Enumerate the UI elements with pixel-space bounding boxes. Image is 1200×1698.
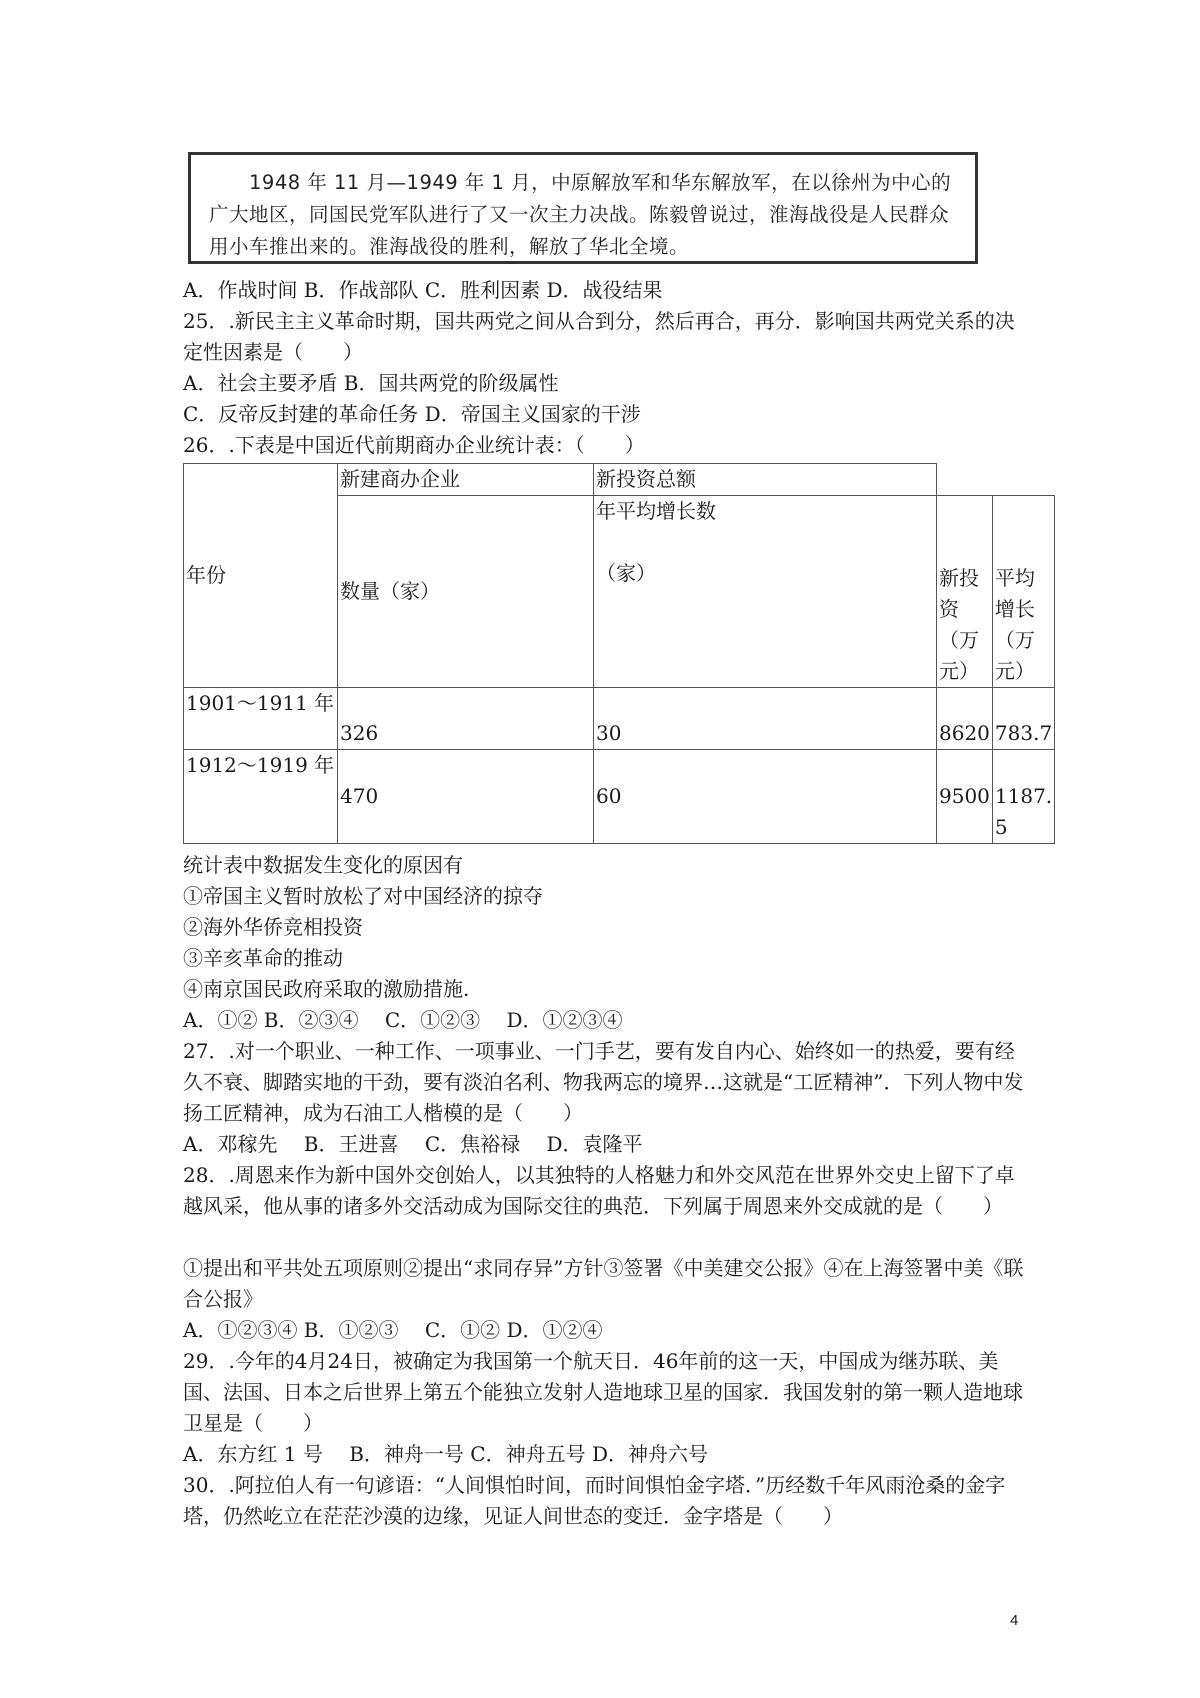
table-header-count: 数量（家）: [338, 496, 594, 688]
row-count: 326: [338, 688, 594, 750]
row-growth: 30: [594, 688, 937, 750]
table-row: [184, 750, 1055, 844]
q28-options: A．①②③④ B．①②③ C．①② D．①②④: [183, 1318, 603, 1342]
row-count: 470: [338, 750, 594, 844]
row-year: 1901～1911 年: [184, 688, 338, 750]
q25-options-1: A．社会主要矛盾 B．国共两党的阶级属性: [183, 371, 559, 395]
q25-options-2: C．反帝反封建的革命任务 D．帝国主义国家的干涉: [183, 402, 641, 426]
growth-header-line2: （家）: [596, 561, 656, 585]
row-invest: 9500: [937, 750, 993, 844]
row-avg: 1187.5: [992, 750, 1054, 844]
table-header-blank: [937, 464, 1055, 496]
q26-options: A．①② B．②③④ C．①②③ D．①②③④: [183, 1008, 623, 1032]
table-header-growth: [594, 496, 937, 688]
q27-stem: 27．.对一个职业、一种工作、一项事业、一门手艺，要有发自内心、始终如一的热爱，要有经久不衰、脚踏实地的干劲，要有淡泊名利、物我两忘的境界…这就是“工匠精神”．下列人物中发扬工匠精神，成为石油工人楷模的是（ ）: [183, 1039, 1024, 1125]
q28-items: ①提出和平共处五项原则②提出“求同存异”方针③签署《中美建交公报》④在上海签署中美《联合公报》: [183, 1256, 1024, 1311]
q26-stem: 26．.下表是中国近代前期商办企业统计表：（ ）: [183, 433, 645, 457]
q25-stem: 25．.新民主主义革命时期，国共两党之间从合到分，然后再合，再分．影响国共两党关系的决定性因素是（ ）: [183, 309, 1015, 364]
row-invest: 8620: [937, 688, 993, 750]
q26-item-4: ④南京国民政府采取的激励措施.: [183, 977, 470, 1001]
page-number: 4: [1010, 1612, 1019, 1629]
row-avg: 783.7: [992, 688, 1054, 750]
q26-item-2: ②海外华侨竞相投资: [183, 915, 363, 939]
table-row: [184, 688, 1055, 750]
q26-item-3: ③辛亥革命的推动: [183, 946, 343, 970]
enterprise-stats-table: [183, 463, 1055, 844]
q29-stem: 29．.今年的4月24日，被确定为我国第一个航天日．46年前的这一天，中国成为继苏联、美 国、法国、日本之后世界上第五个能独立发射人造地球卫星的国家．我国发射的第一颗人造地球卫星是（ ）: [183, 1349, 1023, 1435]
table-header-invest: 新投资（万元）: [937, 496, 993, 688]
q27-options: A．邓稼先 B．王进喜 C．焦裕禄 D．袁隆平: [183, 1132, 643, 1156]
q26-item-1: ①帝国主义暂时放松了对中国经济的掠夺: [183, 884, 543, 908]
table-header-year: 年份: [184, 464, 338, 688]
table-header-avg: 平均增长（万元）: [992, 496, 1054, 688]
quote-box: [188, 152, 978, 264]
q30-stem: 30．.阿拉伯人有一句谚语：“人间惧怕时间，而时间惧怕金字塔．”历经数千年风雨沧桑的金字塔，仍然屹立在茫茫沙漠的边缘，见证人间世态的变迁．金字塔是（ ）: [183, 1473, 1006, 1528]
q29-options: A．东方红 1 号 B．神舟一号 C．神舟五号 D．神舟六号: [183, 1442, 708, 1466]
table-header-new-investment: 新投资总额: [594, 464, 937, 496]
table-header-new-enterprise: 新建商办企业: [338, 464, 594, 496]
growth-header-line1: 年平均增长数: [596, 499, 716, 523]
row-growth: 60: [594, 750, 937, 844]
row-year: 1912～1919 年: [184, 750, 338, 844]
q24-options: A．作战时间 B．作战部队 C．胜利因素 D．战役结果: [183, 278, 663, 302]
q26-follow: 统计表中数据发生变化的原因有: [183, 853, 463, 877]
q28-stem: 28．.周恩来作为新中国外交创始人，以其独特的人格魅力和外交风范在世界外交史上留下了卓越风采，他从事的诸多外交活动成为国际交往的典范．下列属于周恩来外交成就的是（ ）: [183, 1163, 1015, 1218]
quote-text: 1948 年 11 月—1949 年 1 月，中原解放军和华东解放军，在以徐州为中心的广大地区，同国民党军队进行了又一次主力决战。陈毅曾说过，淮海战役是人民群众用小车推出来的。淮海战役的胜利，解放了华北全境。: [209, 171, 952, 258]
